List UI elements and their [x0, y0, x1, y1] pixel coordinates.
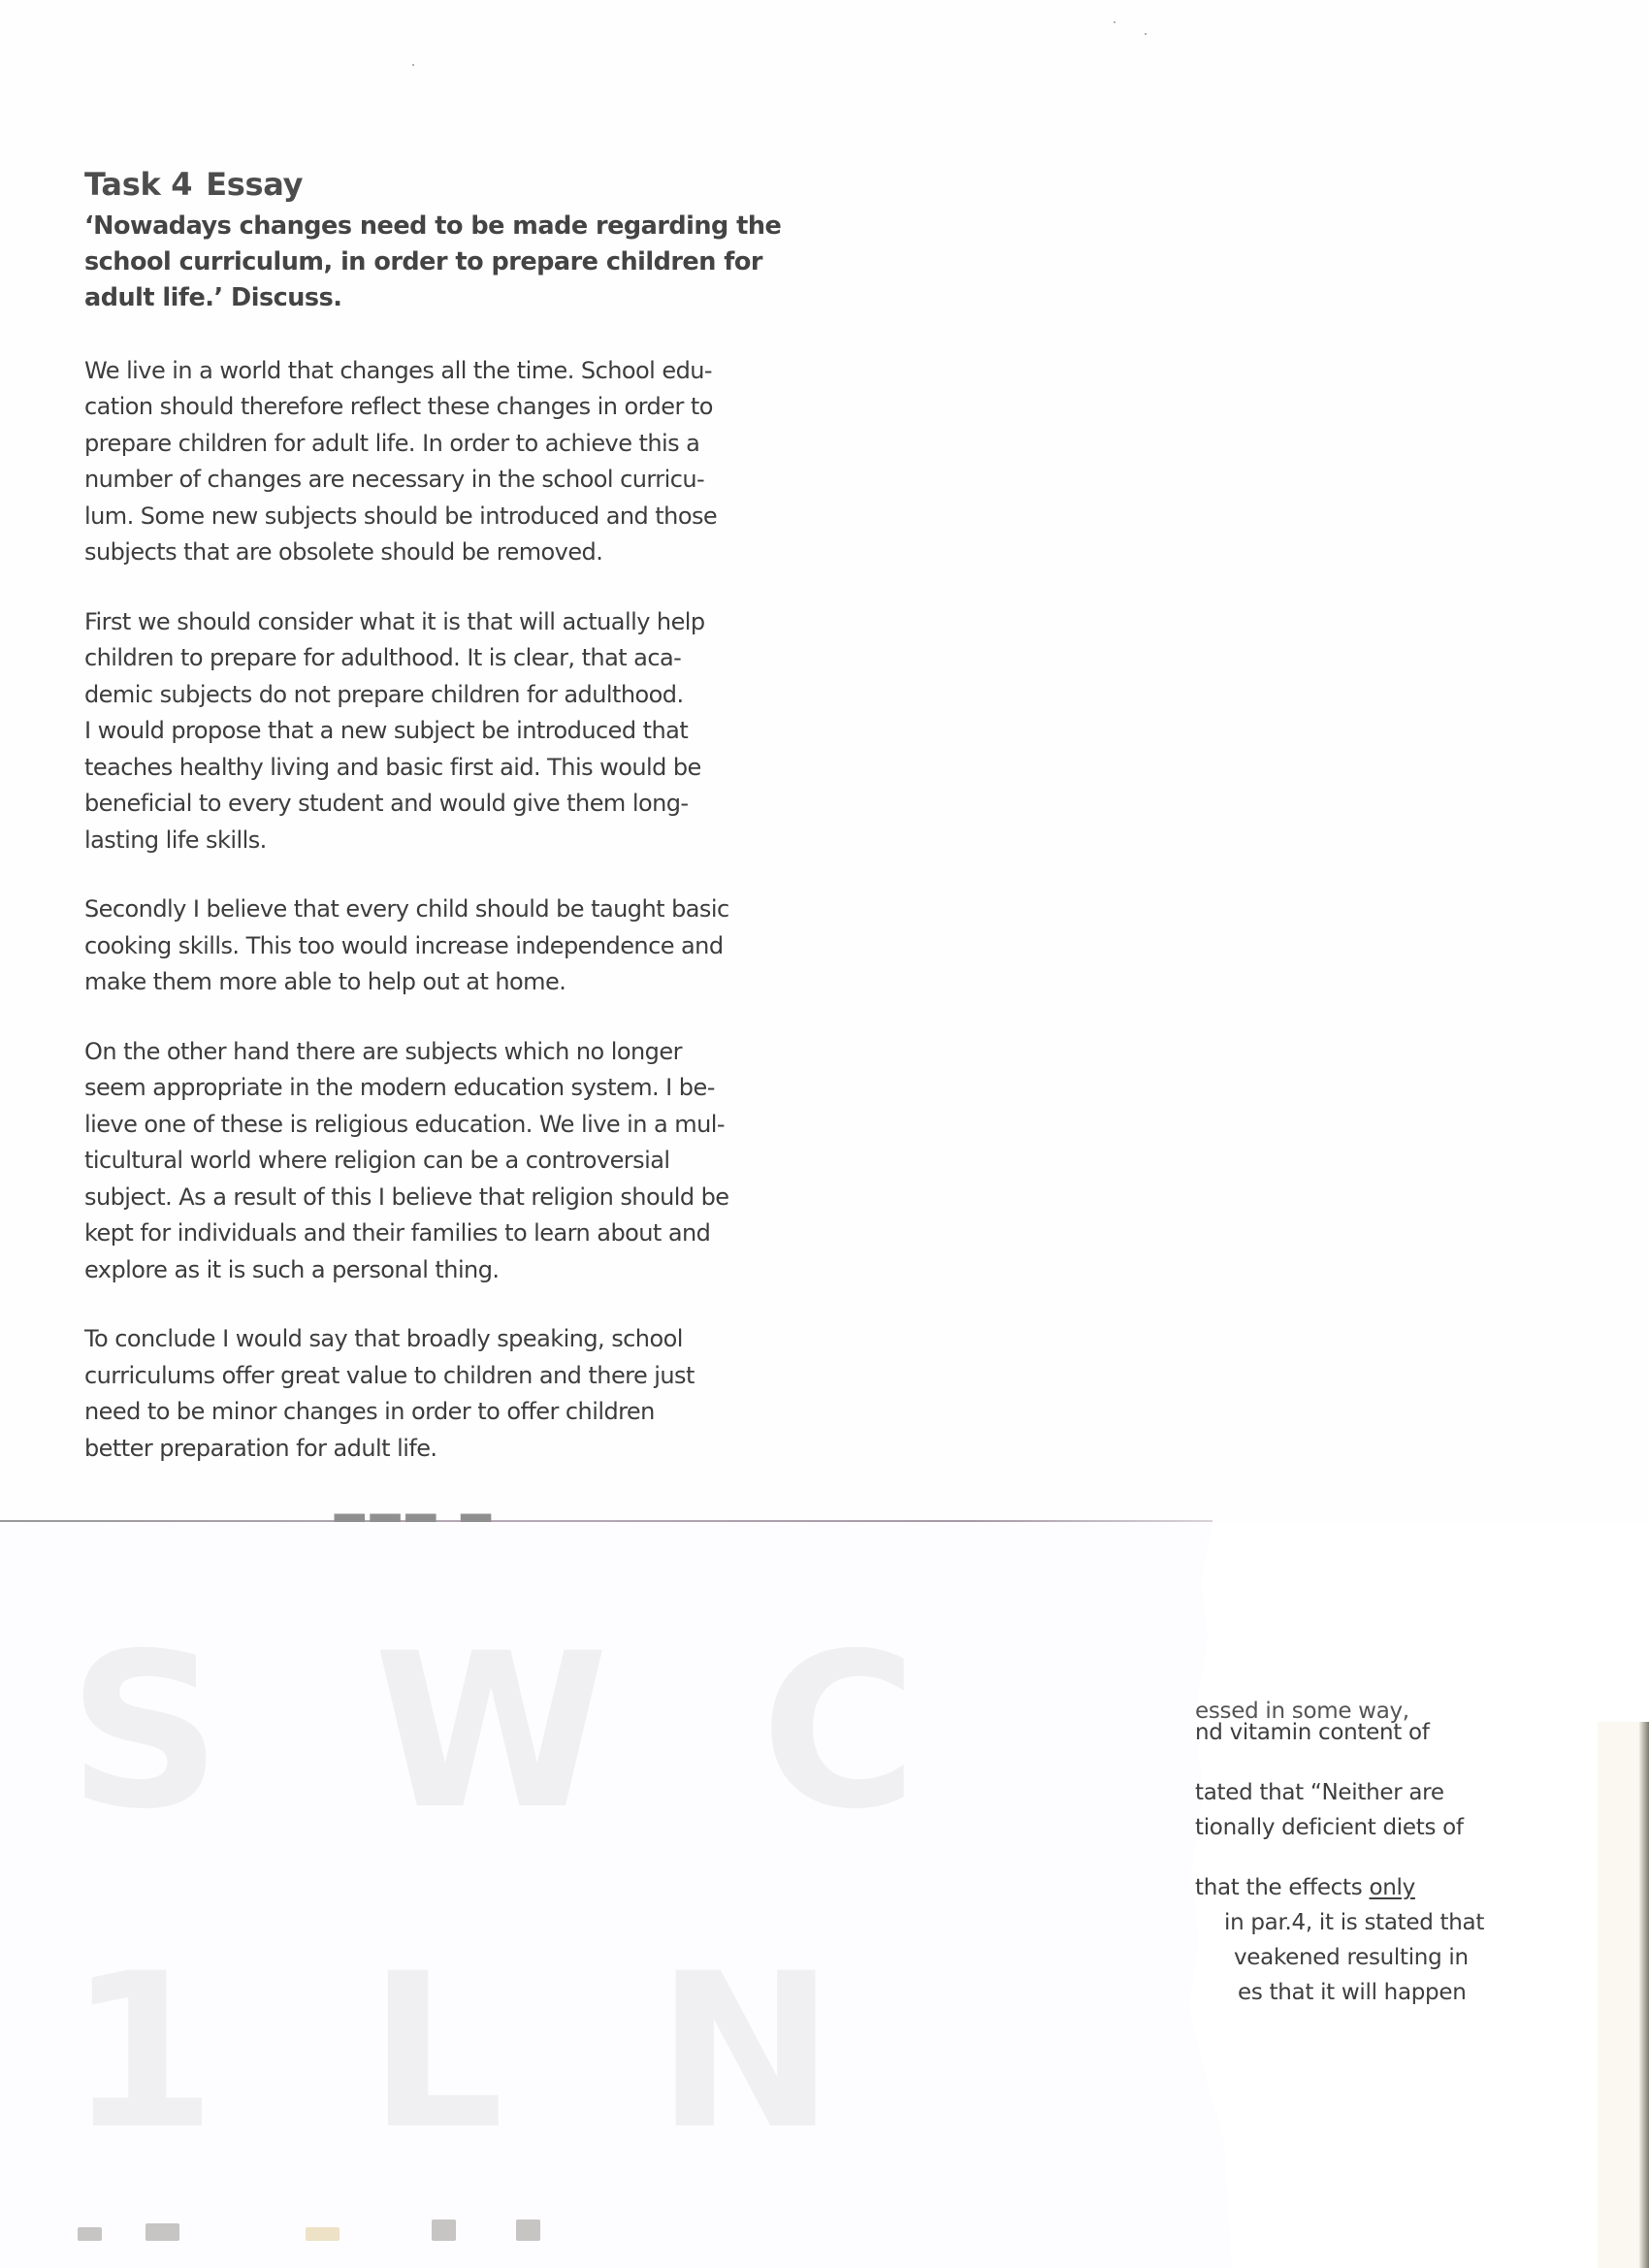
- paragraph-line: seem appropriate in the modern education system. I be-: [84, 1074, 715, 1102]
- scan-speck: [1114, 21, 1116, 23]
- fragment-line-cut: essed in some way,: [1195, 1699, 1409, 1724]
- paragraph-first-point: [84, 604, 802, 859]
- paragraph-counterpoint: [84, 1034, 802, 1289]
- paragraph-line: make them more able to help out at home.: [84, 968, 566, 996]
- paragraph-line: ticultural world where religion can be a controversial: [84, 1147, 670, 1175]
- paragraph-line: need to be minor changes in order to offer children: [84, 1398, 655, 1426]
- paragraph-line: kept for individuals and their families to learn about and: [84, 1219, 711, 1247]
- paragraph-line: First we should consider what it is that will actually help: [84, 607, 705, 635]
- paragraph-line: I would propose that a new subject be introduced that: [84, 717, 689, 745]
- paragraph-conclusion: [84, 1321, 802, 1467]
- prompt-line: ‘Nowadays changes need to be made regarding the: [84, 211, 782, 241]
- book-spine-edge: [1639, 1722, 1649, 2268]
- paragraph-line: lieve one of these is religious education. We live in a mul-: [84, 1110, 725, 1138]
- fragment-line: nd vitamin content of: [1195, 1720, 1430, 1745]
- scan-speck: [412, 64, 414, 66]
- paragraph-line: cooking skills. This too would increase independence and: [84, 931, 724, 959]
- underlying-page-text: [1195, 1699, 1544, 2010]
- paragraph-line: lum. Some new subjects should be introduced and those: [84, 502, 718, 530]
- paragraph-line: better preparation for adult life.: [84, 1434, 437, 1462]
- paragraph-line: Secondly I believe that every child should be taught basic: [84, 895, 729, 923]
- paragraph-line: explore as it is such a personal thing.: [84, 1255, 500, 1283]
- paragraph-line: curriculums offer great value to children and there just: [84, 1361, 695, 1389]
- paragraph-line: To conclude I would say that broadly speaking, school: [84, 1325, 683, 1353]
- paragraph-line: subject. As a result of this I believe that religion should be: [84, 1183, 729, 1211]
- paragraph-second-point: [84, 891, 802, 1001]
- prompt-line: adult life.’ Discuss.: [84, 282, 342, 312]
- page-fold-edge: [0, 1520, 1212, 1522]
- fragment-line: tionally deficient diets of: [1195, 1815, 1464, 1840]
- paragraph-line: We live in a world that changes all the time. School edu-: [84, 356, 713, 384]
- underlined-word: only: [1369, 1875, 1415, 1900]
- paragraph-line: lasting life skills.: [84, 826, 267, 854]
- task-label: Task 4: [84, 166, 193, 203]
- fragment-line: tated that “Neither are: [1195, 1780, 1444, 1805]
- paragraph-line: children to prepare for adulthood. It is clear, that aca-: [84, 644, 682, 672]
- fragment-line: veakened resulting in: [1234, 1945, 1469, 1970]
- paragraph-line: On the other hand there are subjects which no longer: [84, 1037, 682, 1065]
- essay-section: [84, 167, 802, 1500]
- fragment-line: that the effects only: [1195, 1875, 1415, 1900]
- fragment-line: in par.4, it is stated that: [1224, 1910, 1485, 1935]
- show-through-print: S W C 1 L N: [68, 1607, 956, 2176]
- task-type: Essay: [206, 166, 304, 203]
- scan-speck: [1145, 33, 1147, 35]
- ink-bleed-marks: [68, 2212, 572, 2241]
- task-heading: [84, 167, 802, 203]
- essay-prompt: [84, 209, 802, 316]
- paragraph-line: demic subjects do not prepare children for adulthood.: [84, 680, 684, 708]
- paragraph-introduction: [84, 353, 802, 571]
- prompt-line: school curriculum, in order to prepare children for: [84, 246, 762, 276]
- paragraph-line: teaches healthy living and basic first aid. This would be: [84, 753, 701, 781]
- hidden-test-header: [335, 1508, 538, 1522]
- paragraph-line: subjects that are obsolete should be removed.: [84, 538, 603, 567]
- paragraph-line: beneficial to every student and would give them long-: [84, 790, 689, 818]
- paragraph-line: prepare children for adult life. In order to achieve this a: [84, 429, 700, 457]
- book-spine-shadow: [1598, 1722, 1639, 2268]
- fragment-line: es that it will happen: [1238, 1980, 1467, 2005]
- paragraph-line: cation should therefore reflect these changes in order to: [84, 393, 713, 421]
- paragraph-line: number of changes are necessary in the school curricu-: [84, 466, 705, 494]
